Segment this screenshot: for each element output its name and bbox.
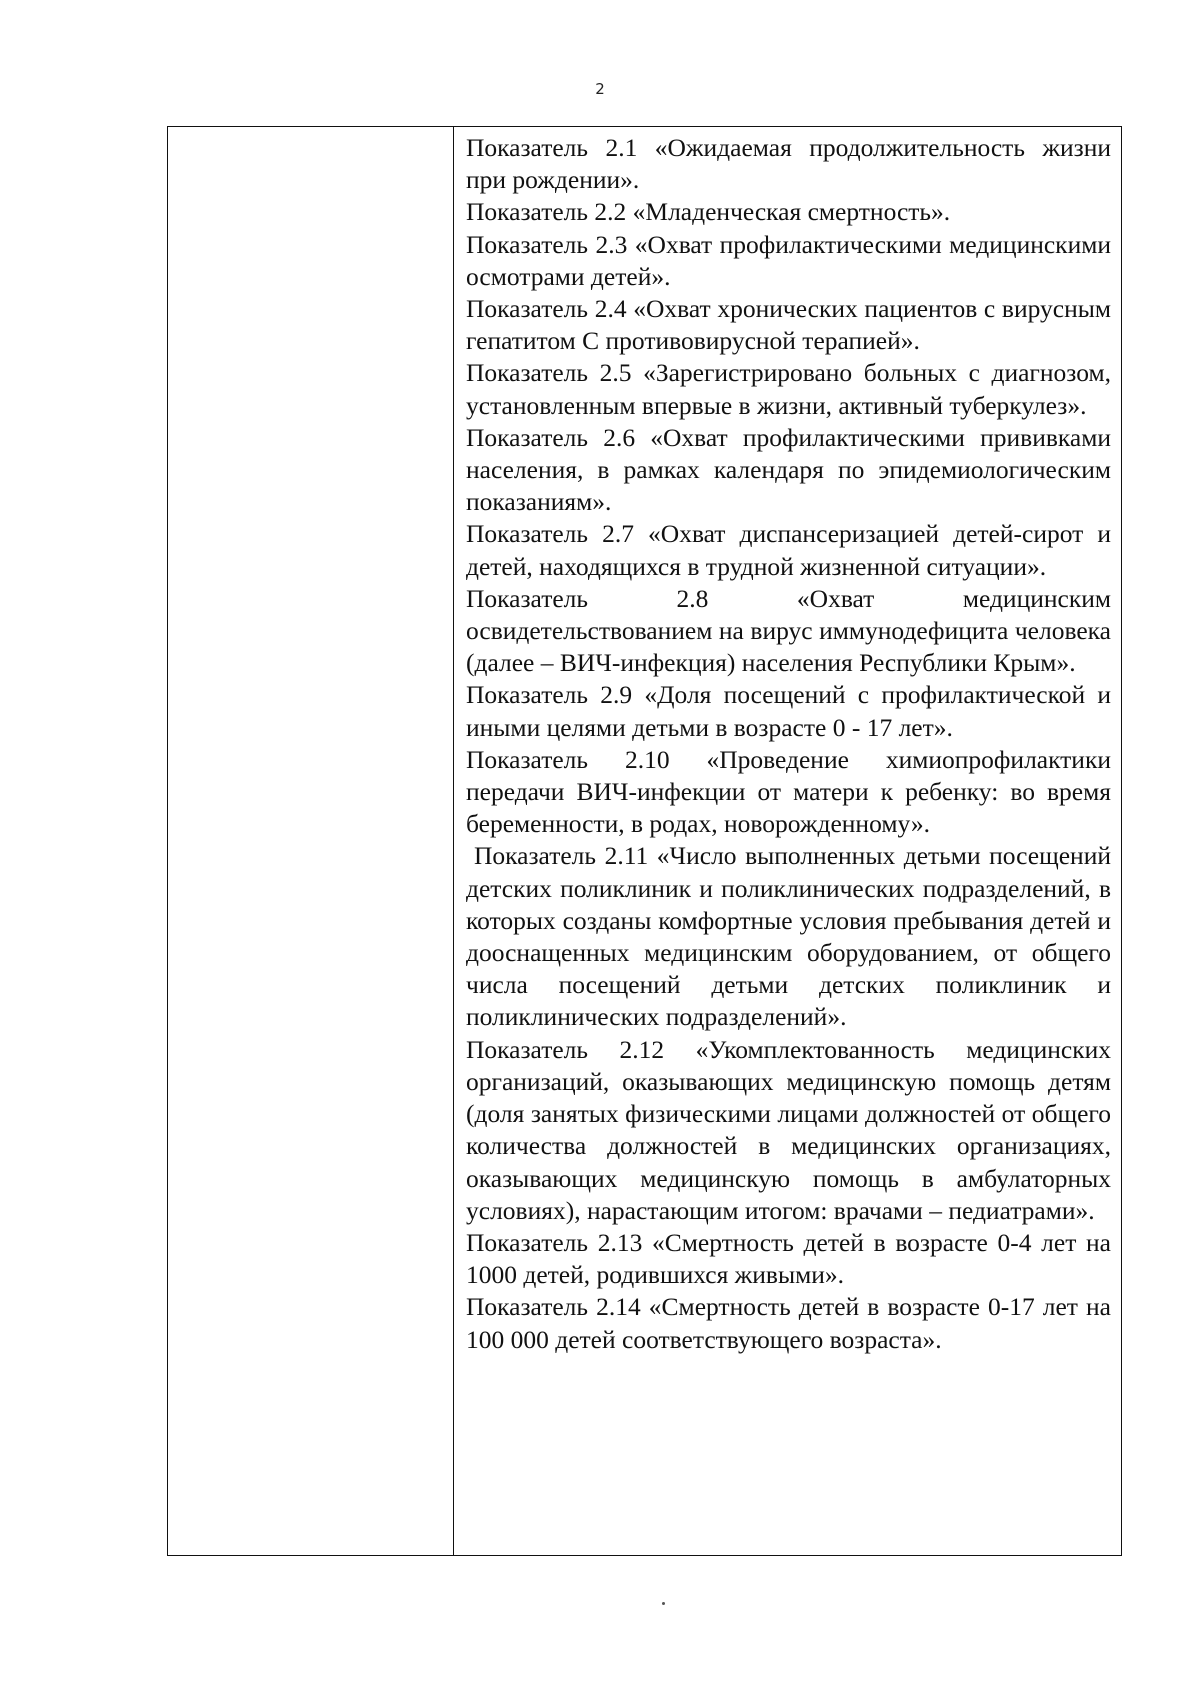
indicator-2-13: Показатель 2.13 «Смертность детей в возрасте 0-4 лет на 1000 детей, родившихся живыми». — [466, 1227, 1111, 1290]
indicator-2-3: Показатель 2.3 «Охват профилактическими медицинскими осмотрами детей». — [466, 229, 1111, 291]
table-right-cell — [454, 127, 1121, 1555]
scan-speck — [662, 1602, 665, 1605]
indicator-2-8: Показатель 2.8 «Охват медицинским освидетельствованием на вирус иммунодефицита человека (далее – ВИЧ-инфекция) населения Республики Крым». — [466, 583, 1111, 678]
indicator-2-9: Показатель 2.9 «Доля посещений с профилактической и иными целями детьми в возрасте 0 - 17 лет». — [466, 680, 1111, 742]
indicator-2-1: Показатель 2.1 «Ожидаемая продолжительность жизни при рождении». — [466, 133, 1111, 195]
indicator-2-11: Показатель 2.11 «Число выполненных детьми посещений детских поликлиник и поликлинических подразделений, в которых созданы комфортные условия пребывания детей и дооснащенных медицинским оборудованием, от общего числа посещений детьми детских поликлиник и поликлинических подразделений». — [466, 841, 1111, 1032]
indicator-2-14: Показатель 2.14 «Смертность детей в возрасте 0-17 лет на 100 000 детей соответствующего возраста». — [466, 1292, 1111, 1354]
table-left-cell — [168, 127, 454, 1555]
indicator-2-2: Показатель 2.2 «Младенческая смертность». — [466, 197, 951, 227]
indicator-2-6: Показатель 2.6 «Охват профилактическими прививками населения, в рамках календаря по эпидемиологическим показаниям». — [466, 422, 1111, 517]
indicator-table — [167, 126, 1122, 1556]
indicator-2-10: Показатель 2.10 «Проведение химиопрофилактики передачи ВИЧ-инфекции от матери к ребенку: во время беременности, в родах, новорожденному». — [466, 744, 1111, 839]
page-number: 2 — [595, 80, 605, 98]
indicator-2-4: Показатель 2.4 «Охват хронических пациентов с вирусным гепатитом С противовирусной терапией». — [466, 294, 1111, 356]
indicator-2-7: Показатель 2.7 «Охват диспансеризацией детей-сирот и детей, находящихся в трудной жизненной ситуации». — [466, 519, 1111, 581]
indicator-2-5: Показатель 2.5 «Зарегистрировано больных с диагнозом, установленным впервые в жизни, активный туберкулез». — [466, 358, 1111, 420]
indicator-2-12: Показатель 2.12 «Укомплектованность медицинских организаций, оказывающих медицинскую помощь детям (доля занятых физическими лицами должностей от общего количества должностей в медицинских организациях, оказывающих медицинскую помощь в амбулаторных условиях), нарастающим итогом: врачами – педиатрами». — [466, 1034, 1111, 1225]
